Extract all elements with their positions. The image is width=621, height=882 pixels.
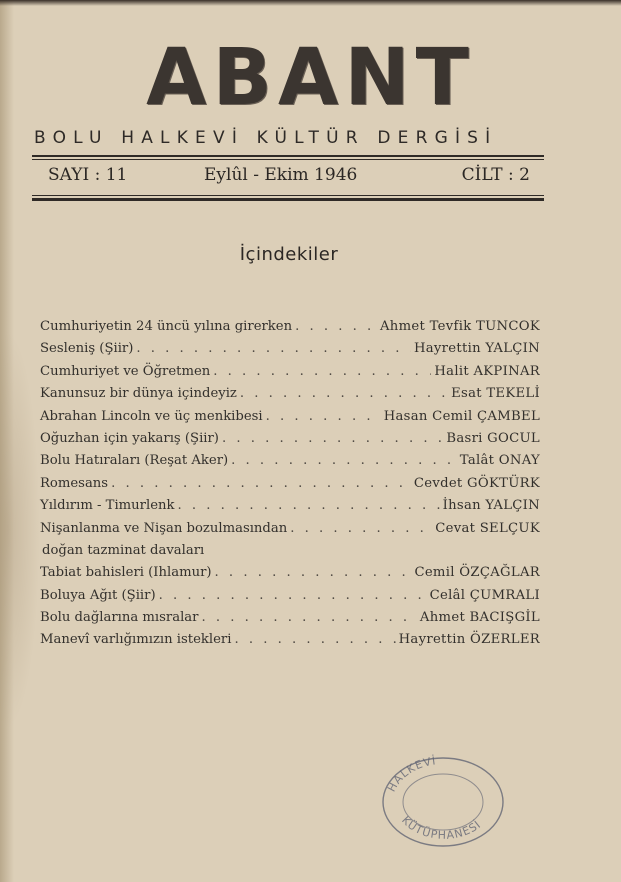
toc-entry-title: Boluya Ağıt (Şiir) bbox=[40, 587, 156, 603]
toc-leader-dots bbox=[201, 607, 416, 629]
toc-entry bbox=[40, 338, 540, 360]
issue-date: Eylûl - Ekim 1946 bbox=[204, 165, 358, 185]
toc-entry bbox=[40, 562, 540, 584]
toc-entry bbox=[40, 450, 540, 472]
toc-entry-author: İhsan YALÇIN bbox=[442, 498, 540, 514]
toc-entry-author: Talât ONAY bbox=[459, 453, 540, 469]
bottom-rule-thick bbox=[32, 198, 544, 201]
toc-leader-dots bbox=[295, 316, 377, 338]
toc-leader-dots bbox=[159, 585, 427, 607]
toc-entry-title: Bolu dağlarına mısralar bbox=[40, 610, 199, 626]
toc-entry bbox=[40, 629, 540, 651]
toc-entry-title: Romesans bbox=[40, 475, 109, 491]
toc-leader-dots bbox=[111, 473, 411, 495]
page-top-shadow bbox=[0, 0, 621, 6]
toc-entry-title: Yıldırım - Timurlenk bbox=[40, 498, 175, 514]
toc-entry-author: Ahmet BACIŞGİL bbox=[419, 610, 540, 626]
bottom-rule-thin bbox=[32, 195, 544, 196]
stamp-bottom-text: KÜTÜPHANESİ bbox=[399, 813, 484, 842]
top-rule-thin bbox=[32, 159, 544, 160]
toc-entry-title: Manevî varlığımızın istekleri bbox=[40, 632, 232, 648]
paper-stain bbox=[0, 330, 40, 730]
toc-entry bbox=[40, 383, 540, 405]
toc-leader-dots bbox=[266, 406, 381, 428]
table-of-contents bbox=[40, 316, 540, 652]
toc-leader-dots bbox=[234, 629, 395, 651]
toc-entry-title: Tabiat bahisleri (Ihlamur) bbox=[40, 565, 212, 581]
toc-entry-author: Hasan Cemil ÇAMBEL bbox=[383, 408, 540, 424]
toc-leader-dots bbox=[215, 562, 412, 584]
masthead-subtitle: BOLU HALKEVİ KÜLTÜR DERGİSİ bbox=[34, 128, 498, 148]
toc-entry-author: Esat TEKELİ bbox=[451, 386, 540, 402]
top-rule-thick bbox=[32, 155, 544, 157]
issue-number: SAYI : 11 bbox=[48, 165, 128, 185]
toc-entry bbox=[40, 585, 540, 607]
toc-entry-title: Abrahan Lincoln ve üç menkibesi bbox=[40, 408, 263, 424]
toc-entry bbox=[40, 361, 540, 383]
toc-entry bbox=[40, 406, 540, 428]
toc-entry bbox=[40, 428, 540, 450]
issue-info-row bbox=[46, 163, 536, 191]
toc-leader-dots bbox=[290, 518, 432, 540]
toc-entry-title: Cumhuriyet ve Öğretmen bbox=[40, 363, 211, 379]
masthead-title: ABANT bbox=[146, 33, 475, 123]
issue-volume: CİLT : 2 bbox=[461, 165, 530, 185]
toc-entry-author: Cevat SELÇUK bbox=[435, 520, 540, 536]
library-stamp bbox=[378, 752, 508, 848]
toc-entry-title: Cumhuriyetin 24 üncü yılına girerken bbox=[40, 319, 293, 334]
toc-entry bbox=[40, 518, 540, 540]
stamp-top-text: HALKEVİ bbox=[384, 754, 438, 795]
toc-entry-author: Cemil ÖZÇAĞLAR bbox=[414, 565, 540, 581]
toc-entry-author: Hayrettin YALÇIN bbox=[413, 341, 540, 357]
toc-entry-title: Oğuzhan için yakarış (Şiir) bbox=[40, 430, 219, 446]
toc-leader-dots bbox=[222, 428, 443, 450]
toc-leader-dots bbox=[178, 495, 440, 517]
toc-entry-title-continuation: doğan tazminat davaları bbox=[42, 542, 205, 558]
toc-entry-title: Kanunsuz bir dünya içindeyiz bbox=[40, 386, 237, 402]
toc-entry-title: Sesleniş (Şiir) bbox=[40, 341, 134, 357]
toc-heading: İçindekiler bbox=[239, 244, 339, 265]
toc-leader-dots bbox=[136, 338, 411, 360]
toc-entry bbox=[40, 495, 540, 517]
toc-entry-title: Bolu Hatıraları (Reşat Aker) bbox=[40, 453, 229, 469]
toc-leader-dots bbox=[231, 450, 457, 472]
toc-entry-title: Nişanlanma ve Nişan bozulmasından bbox=[40, 520, 288, 536]
toc-entry-author: Basri GOCUL bbox=[446, 430, 540, 446]
toc-entry-author: Celâl ÇUMRALI bbox=[429, 587, 540, 603]
toc-entry-author: Ahmet Tevfik TUNCOK bbox=[379, 319, 540, 334]
toc-leader-dots bbox=[213, 361, 431, 383]
toc-entry bbox=[40, 316, 540, 338]
toc-leader-dots bbox=[240, 383, 448, 405]
toc-entry-author: Hayrettin ÖZERLER bbox=[398, 632, 540, 648]
toc-entry bbox=[40, 473, 540, 495]
toc-entry-author: Cevdet GÖKTÜRK bbox=[413, 475, 540, 491]
toc-entry-author: Halit AKPINAR bbox=[434, 363, 540, 379]
toc-entry bbox=[40, 607, 540, 629]
